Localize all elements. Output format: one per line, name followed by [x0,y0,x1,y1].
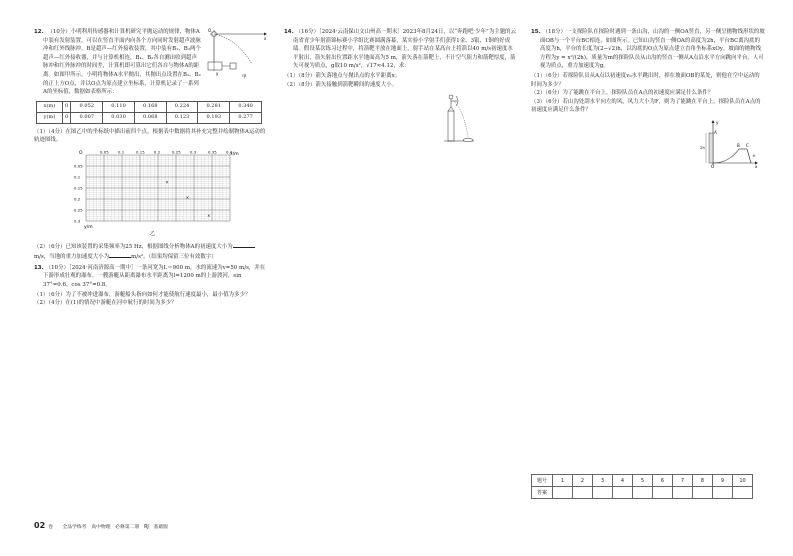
question-15-part-2: （2）（6分）为了能跳在平台上，探险队员在A点的初速度应满足什么条件？ [531,90,714,97]
answer-cell[interactable] [553,487,573,499]
grid-y-tick-label: 0.2 [74,196,81,202]
grid-y-tick-label: 0.1 [74,174,81,180]
answer-row-label: 答案 [532,487,553,499]
question-12-part-1: （1）（4分）在图乙中的坐标纸中描出前四个点，根据表中数据将其补充完整并绘制物体A运动的轨迹图线。 [34,128,266,144]
question-13-part-2: （2）（4分）在(1)的情况中游艇在河中航行的时间为多少？ [34,300,177,307]
grid-origin: O [79,150,83,156]
question-15-part-3: （3）（6分）若山沟处刮水平向左的风，风力大小为F，则为了能跳在平台上，探险队员在A点的初速度应满足什么条件？ [531,98,761,114]
grid-y-tick-label: 0.3 [74,218,81,224]
answer-cell[interactable] [593,487,613,499]
question-14-intro: （16分）［2024·云南保山文山州高一期末］2023年8月24日，以“奔跑吧·少年”为主题的云南省青少年射箭锦标赛小学组比赛圆满落幕，某实验小学射手们获得1金、3银、1铜的好成绩。假设某次练习过程中，将箭靶平放在地面上，射手站在某高台上将箭以40 m/s初速度水平射出，箭矢射出位置距水平地面高为5 m，箭矢落在箭靶上，不计空气阻力和箭靶厚度，箭矢可视为质点，g取10 m/s²，√17≈4.12，求： [293,29,517,70]
question-15-intro: （18分）一支探险队在探险时遇到一条山沟，山沟的一侧OA竖直，另一侧呈抛物线形状的坡面OB与一个平台BC相连，如图所示。已知山沟竖直一侧OA的高度为2h，平台BC离沟底的高度为h，平台的长度为(2−√2)h，以沟底的O点为原点建立直角坐标系xOy，坡面的抛物线方程为y = x²/(2h)，质量为m的探险队员从山沟的竖直一侧从A点沿水平方向跳向平台，人可视为质点，重力加速度为g。 [540,29,765,70]
table-cell: 0 [62,112,71,123]
table-row [532,487,753,499]
table-cell: 0.068 [134,112,166,123]
answer-cell[interactable] [573,487,593,499]
answer-cell[interactable] [693,487,713,499]
table-cell: 0.168 [134,101,166,112]
grid-y-tick-label: 0.15 [74,185,83,191]
question-number-cell: 9 [713,475,733,487]
grid-y-axis-label: y/m [84,224,93,230]
table-header-y: y(m) [37,112,63,123]
plotted-point: × [165,179,169,185]
answer-cell[interactable] [633,487,653,499]
question-number-cell: 1 [553,475,573,487]
figure-label: 甲 [242,75,247,80]
question-number-cell: 10 [733,475,753,487]
table-cell: 0.123 [166,112,198,123]
answer-cell[interactable] [673,487,693,499]
answer-cell[interactable] [713,487,733,499]
question-15-part-1: （1）（6分）若探险队员从A点以初速度v₀水平跳出时，掉在坡面OB的某处，则他在空中运动的时间为多少？ [531,72,760,88]
question-12-intro: （10分）小明利用传感器和计算机研究平抛运动的规律，物体A中装有发射装置，可以在竖直平面内向各个方向同时发射超声波脉冲和红外线脉冲，B是超声—红外接收装置，其中装有B₁、B₂两个超声—红外接收器，并与计算机相连，B₁、B₂各自测出收到超声脉冲和红外脉冲的时间差，计算机即可算出它们各自与物体A的距离。如图甲所示，小明将物体A水平抛出，其抛出点设置在B₁、B₂的正上方O点，并以O点为原点建立坐标系，计算机记录了一系列A的坐标值，数据如表格所示： [43,29,201,96]
part-2-text: m/s²。（结果均保留三位有效数字） [131,254,217,261]
question-number-cell: 5 [633,475,653,487]
table-cell: 0.052 [71,101,103,112]
question-number-cell: 7 [673,475,693,487]
question-14 [284,28,518,71]
svg-text:x: x [264,36,267,41]
plotted-point: × [207,213,211,219]
fig-label-2h: 2h [700,144,705,150]
plotted-point: × [185,194,190,200]
table-row [37,101,262,112]
question-12 [34,28,268,97]
question-number: 15. [531,29,541,35]
question-13 [34,264,268,290]
grid-x-axis-label: x/m [230,151,239,157]
grid-y-tick-label: 0.25 [74,207,83,213]
table-row [532,475,753,487]
page-footer [34,521,168,530]
fig-label-h: h [753,152,756,158]
question-15 [531,28,765,71]
fig-label-a: A [714,129,717,135]
grid-x-tick-label: 0.3 [190,149,197,155]
svg-text:y: y [216,71,219,76]
table-cell: 0.281 [198,101,230,112]
data-table [36,101,262,124]
question-13-part-1: （1）（6分）为了不被冲进瀑布，游艇船头指向如何才能使航行速度最小，最小值为多少？ [34,291,251,298]
answer-cell[interactable] [733,487,753,499]
table-cell: 0.277 [230,112,262,123]
fig-label-o: O [711,163,715,169]
table-cell: 0.340 [230,101,262,112]
table-row [37,112,262,123]
question-14-part-1: （1）（8分）箭矢落地点与抛出点的水平距离x； [284,72,401,79]
question-column-1 [34,28,268,308]
answer-blank[interactable] [233,241,255,248]
fig-label-x: x [755,163,758,169]
grid-x-tick-label: 0.4 [226,149,233,155]
question-number-cell: 4 [613,475,633,487]
fig-label-b: B [737,142,740,148]
question-number: 14. [284,29,294,35]
figure-label: 乙 [150,230,156,237]
answer-cell[interactable] [653,487,673,499]
table-cell: 0.110 [103,101,135,112]
table-cell: 0.224 [166,101,198,112]
answer-table-header: 题号 [532,475,553,487]
table-cell: 0.193 [198,112,230,123]
answer-blank[interactable] [109,251,131,258]
archer-figure [434,91,494,147]
answer-table [531,474,753,499]
grid-x-tick-label: 0.2 [154,149,161,155]
question-number: 12. [34,29,44,35]
question-number-cell: 2 [573,475,593,487]
question-number-cell: 3 [593,475,613,487]
part-2-text: m/s，当地的重力加速度大小为 [34,254,110,261]
question-number-cell: 8 [693,475,713,487]
question-13-intro: （10分）［2024·河南济源高一期中］一条河宽为L＝900 m，水的流速为v=50 m/s，并在下游形成壮观的瀑布。一艘游艇从距离瀑布水平距离为l=1200 m的上游渡河，sin 37°=0.6，cos 37°=0.8。 [43,264,266,288]
table-cell: 0 [62,101,71,112]
table-cell: 0.007 [71,112,103,123]
question-column-2 [284,28,518,151]
coordinate-grid [34,145,268,237]
table-header-x: x(m) [37,101,63,112]
parabola-figure [699,119,759,169]
fig-label-c: C [746,142,749,148]
figure-jia [206,28,268,80]
svg-text:O: O [208,28,212,33]
grid-x-tick-label: 0.1 [118,149,125,155]
grid-x-tick-label: 0.05 [100,149,109,155]
grid-x-tick-label: 0.35 [208,149,217,155]
page-number: 02 [34,521,46,530]
footer-text: 卷 全品学练考 高中物理 必修第二册 RJ 基础版 [48,525,169,530]
question-number-cell: 6 [653,475,673,487]
question-14-part-2: （2）（8分）箭矢接触到箭靶瞬间的速度大小。 [284,81,398,88]
question-12-part-2 [34,241,268,262]
grid-y-tick-label: 0.05 [74,163,83,169]
fig-label-y: y [716,119,719,125]
table-cell: 0.030 [103,112,135,123]
question-number: 13. [34,264,44,271]
grid-x-tick-label: 0.15 [136,149,145,155]
grid-x-tick-label: 0.25 [172,149,181,155]
part-2-text: （2）（6分）已知该装置的采集频率为25 Hz，根据图线分析物体A的初速度大小为 [34,243,233,250]
answer-cell[interactable] [613,487,633,499]
question-column-3 [531,28,765,173]
